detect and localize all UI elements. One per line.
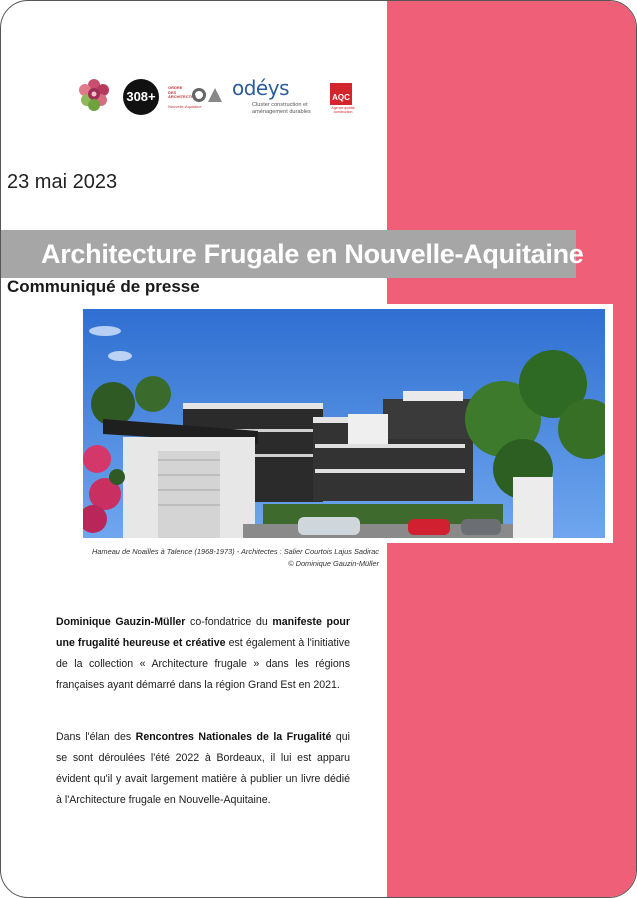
page-subtitle: Communiqué de presse — [7, 277, 200, 296]
ordre-logo-subtext: Nouvelle-Aquitaine — [168, 104, 202, 109]
ordre-circle-icon — [192, 88, 206, 102]
event-name: Rencontres Nationales de la Frugalité — [135, 731, 332, 743]
manifesto-title: manifeste pour une frugalité heureuse et créative — [56, 616, 351, 649]
flower-logo-icon — [75, 77, 113, 115]
paragraph-2 — [56, 727, 350, 811]
p1-text-1: co-fondatrice du — [185, 616, 273, 628]
photo-caption-line1: Hameau de Noailles à Talence (1968-1973) - Architectes : Salier Courtois Lajus Sadirac — [91, 547, 379, 556]
308-logo: 308+ — [123, 79, 159, 115]
aqc-logo — [328, 83, 356, 117]
paragraph-1 — [56, 612, 350, 696]
p2-text-2: qui se sont déroulées l'été 2022 à Bordeaux, il lui est apparu évident qu'il y avait largement matière à publier un livre dédié à l'Architecture frugale en Nouvelle-Aquitaine. — [56, 731, 351, 806]
ordre-triangle-icon — [208, 88, 222, 102]
title-banner — [1, 230, 584, 278]
odeys-wordmark: odéys — [232, 76, 289, 100]
p1-text-2: est également à l'initiative de la collection « Architecture frugale » dans les régions françaises ayant démarré dans la région Grand Est en 2021. — [56, 637, 350, 691]
odeys-logo — [232, 78, 327, 116]
odeys-tagline: Cluster construction et aménagement durables — [252, 102, 311, 115]
building-photo — [83, 309, 605, 538]
photo-frame — [79, 304, 613, 543]
photo-caption — [85, 546, 379, 570]
p2-text-1: Dans l'élan des — [56, 731, 136, 743]
release-date: 23 mai 2023 — [7, 171, 118, 193]
photo-caption-line2: © Dominique Gauzin-Müller — [288, 559, 379, 568]
page-title: Architecture Frugale en Nouvelle-Aquitaine — [41, 239, 584, 269]
author-name: Dominique Gauzin-Müller — [56, 616, 186, 628]
partner-logos — [75, 77, 365, 117]
ordre-architectes-logo — [168, 86, 226, 112]
aqc-tagline: Agence qualité construction — [331, 106, 355, 114]
aqc-wordmark: AQC — [330, 83, 352, 105]
ordre-logo-text: ORDRE DES ARCHITECTES — [168, 85, 197, 100]
